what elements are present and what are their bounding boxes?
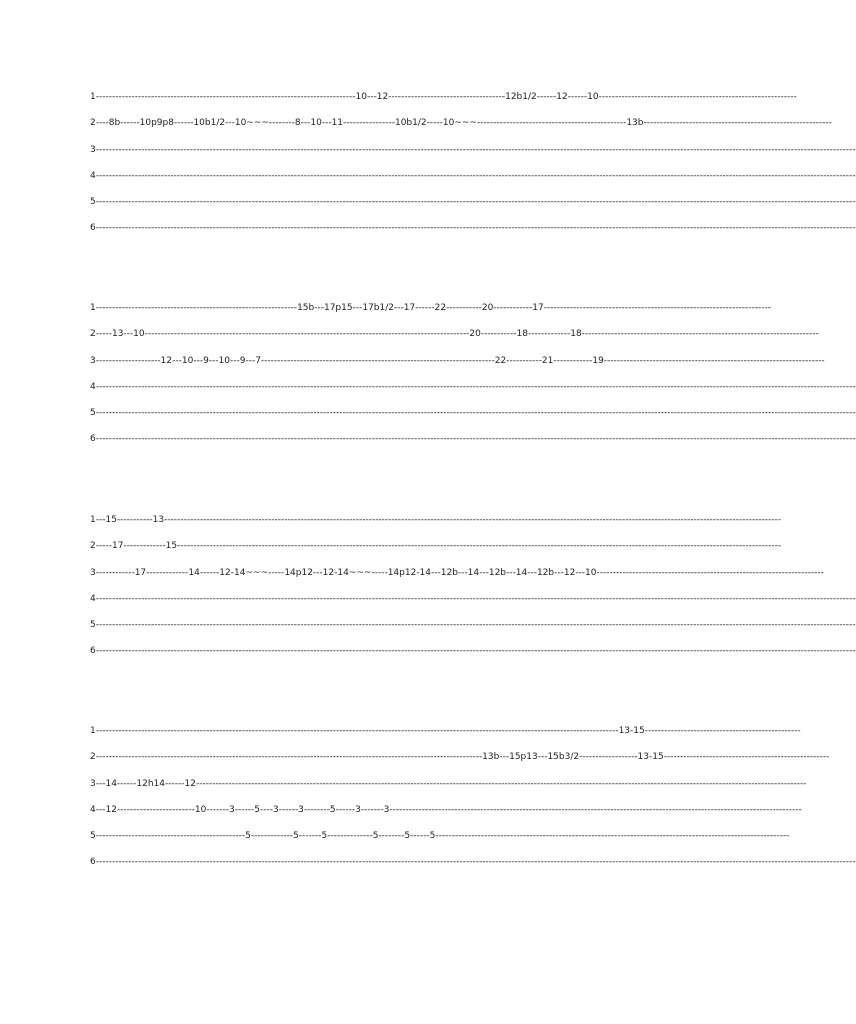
string-line-2 <box>90 118 832 144</box>
string-line-5 <box>90 831 790 857</box>
string-line-5 <box>90 197 856 223</box>
string-text: 2----8b------10p9p8------10b1/2---10~~~--------8---10---11----------------10b1/2-----10~~~----------------------------------------------13b---------------------------------------------------------- <box>90 118 832 129</box>
string-line-4 <box>90 593 856 620</box>
string-text: 3------------------------------------------------------------------------------------------------------------------------------------------------------------------------------------------------------------------------------------------ <box>90 144 856 155</box>
string-text: 5------------------------------------------------------------------------------------------------------------------------------------------------------------------------------------------------------------------------------------------ <box>90 408 856 419</box>
string-line-1 <box>90 303 772 329</box>
string-text: 1--------------------------------------------------------------15b---17p15---17b1/2---17------22-----------20------------17---------------------------------------------------------------------- <box>90 303 772 313</box>
string-line-1 <box>90 515 782 541</box>
string-text: 6------------------------------------------------------------------------------------------------------------------------------------------------------------------------------------------------------------------------------------------ <box>90 223 856 234</box>
tab-system-3 <box>90 515 856 673</box>
string-text: 4------------------------------------------------------------------------------------------------------------------------------------------------------------------------------------------------------------------------------------------ <box>90 381 856 392</box>
string-text: 3------------17-------------14------12-14~~~-----14p12---12-14~~~-----14p12-14---12b---14---12b---14---12b---12---10---------------------------------------------------------------------- <box>90 567 824 578</box>
string-text: 6------------------------------------------------------------------------------------------------------------------------------------------------------------------------------------------------------------------------------------------ <box>90 434 856 445</box>
string-text: 4------------------------------------------------------------------------------------------------------------------------------------------------------------------------------------------------------------------------------------------ <box>90 593 856 604</box>
string-text: 5------------------------------------------------------------------------------------------------------------------------------------------------------------------------------------------------------------------------------------------ <box>90 197 856 208</box>
string-text: 2-----13---10----------------------------------------------------------------------------------------------------20-----------18-------------18------------------------------------------------------------------------- <box>90 329 819 340</box>
tab-system-4 <box>90 726 856 884</box>
string-line-6 <box>90 857 856 883</box>
string-line-3 <box>90 778 807 805</box>
string-line-4 <box>90 804 802 831</box>
string-line-5 <box>90 408 856 434</box>
tab-system-2 <box>90 303 856 461</box>
string-text: 2-----17-------------15------------------------------------------------------------------------------------------------------------------------------------------------------------------------------------------ <box>90 541 782 552</box>
string-line-5 <box>90 620 856 646</box>
string-line-6 <box>90 646 856 672</box>
string-line-4 <box>90 381 856 408</box>
string-text: 5----------------------------------------------5-------------5-------5--------------5--------5------5------------------------------------------------------------------------------------------------------------- <box>90 831 790 842</box>
string-text: 6------------------------------------------------------------------------------------------------------------------------------------------------------------------------------------------------------------------------------------------ <box>90 646 856 657</box>
string-line-3 <box>90 567 824 594</box>
string-text: 2-----------------------------------------------------------------------------------------------------------------------13b---15p13---15b3/2------------------13-15--------------------------------------------------- <box>90 752 830 763</box>
string-text: 1--------------------------------------------------------------------------------10---12------------------------------------12b1/2------12------10------------------------------------------------------------- <box>90 92 797 102</box>
tab-system-1 <box>90 92 856 250</box>
string-text: 4---12------------------------10-------3------5----3------3--------5------3-------3------------------------------------------------------------------------------------------------------------------------------- <box>90 804 802 815</box>
string-text: 1-----------------------------------------------------------------------------------------------------------------------------------------------------------------13-15------------------------------------------------ <box>90 726 801 736</box>
string-line-6 <box>90 434 856 460</box>
string-text: 4------------------------------------------------------------------------------------------------------------------------------------------------------------------------------------------------------------------------------------------ <box>90 170 856 181</box>
string-line-3 <box>90 144 856 171</box>
string-line-1 <box>90 92 797 118</box>
string-line-3 <box>90 355 825 382</box>
string-text: 5------------------------------------------------------------------------------------------------------------------------------------------------------------------------------------------------------------------------------------------ <box>90 620 856 631</box>
string-text: 6------------------------------------------------------------------------------------------------------------------------------------------------------------------------------------------------------------------------------------------ <box>90 857 856 868</box>
string-line-6 <box>90 223 856 249</box>
string-line-2 <box>90 329 819 355</box>
string-line-2 <box>90 541 782 567</box>
string-line-1 <box>90 726 801 752</box>
string-text: 3---14------12h14------12-------------------------------------------------------------------------------------------------------------------------------------------------------------------------------------------- <box>90 778 807 789</box>
string-line-4 <box>90 170 856 197</box>
string-line-2 <box>90 752 830 778</box>
string-text: 3--------------------12---10---9---10---9---7------------------------------------------------------------------------22-----------21------------19-------------------------------------------------------------------- <box>90 355 825 366</box>
string-text: 1---15-----------13---------------------------------------------------------------------------------------------------------------------------------------------------------------------------------------------- <box>90 515 782 525</box>
